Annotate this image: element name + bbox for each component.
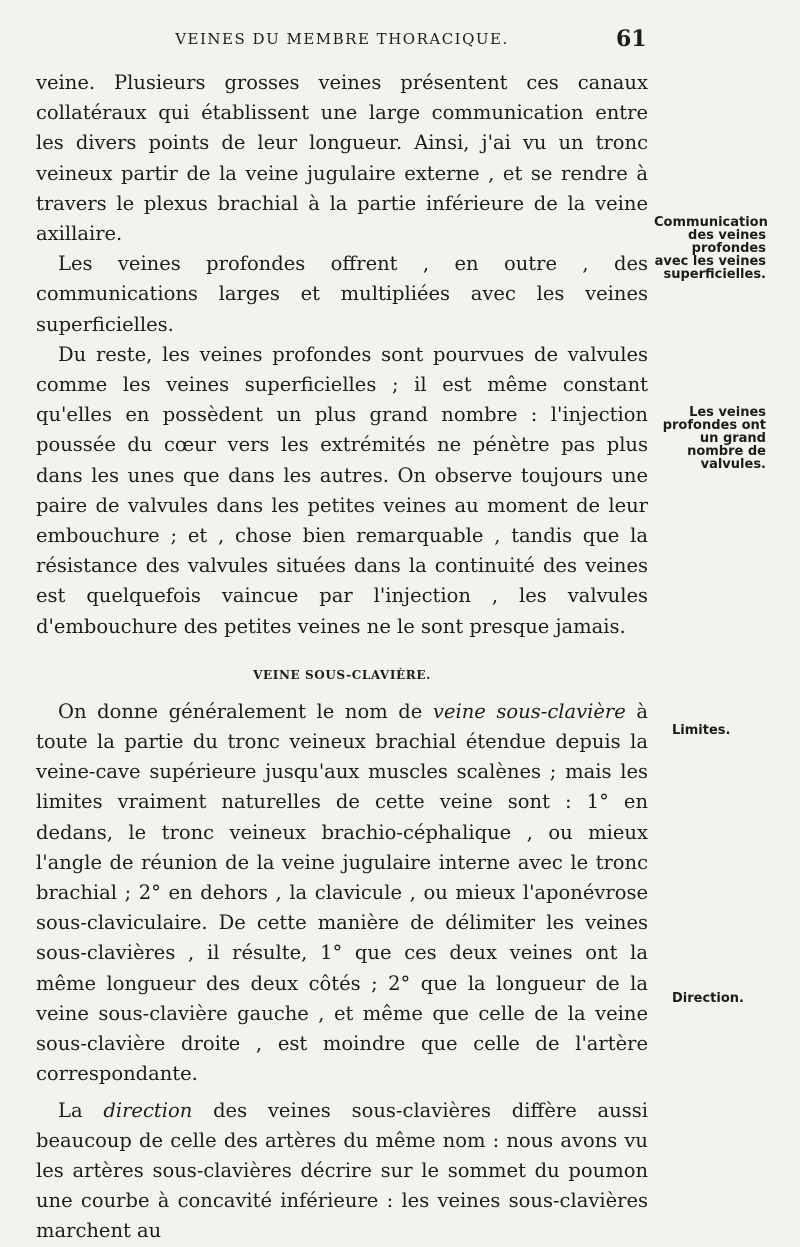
page-number: 61 — [616, 26, 647, 52]
paragraph-4-start: On donne généralement le nom de — [58, 699, 433, 723]
paragraph-3: Du reste, les veines profondes sont pourvues de valvules comme les veines superficielles ; il est même constant qu'elles en possèdent un plus grand nombre : l'injection poussée du cœur vers les extrémités ne pénètre pas plus dans les unes que dans les autres. On observe toujours une paire de valvules dans les petites veines au moment de leur embouchure ; et , chose bien remarquable , tandis que la résistance des valvules situées dans la continuité des veines est quelquefois vaincue par l'injection , les valvules d'embouchure des petites veines ne le sont presque jamais. — [36, 342, 648, 638]
term-veine-sous-claviere: veine sous-clavière — [432, 699, 626, 723]
paragraph-4-rest: à toute la partie du tronc veineux brachial étendue depuis la veine-cave supérieure jusqu'aux muscles scalènes ; mais les limites vraiment naturelles de cette veine sont : 1° en dedans, le tronc veineux brachio-céphalique , ou mieux l'angle de réunion de la veine jugulaire interne avec le tronc brachial ; 2° en dehors , la clavicule , ou mieux l'aponévrose sous-claviculaire. De cette manière de délimiter les veines sous-clavières , il résulte, 1° que ces deux veines ont la même longueur des deux côtés ; 2° que la longueur de la veine sous-clavière gauche , et même que celle de la veine sous-clavière droite , est moindre que celle de l'artère correspondante. — [36, 699, 648, 1086]
paragraph-5 — [36, 1096, 648, 1247]
margin-note-limites: Limites. — [672, 723, 731, 738]
paragraph-2: Les veines profondes offrent , en outre , des communications larges et multipliées avec les veines superficielles. — [36, 252, 648, 336]
paragraph-1: veine. Plusieurs grosses veines présentent ces canaux collatéraux qui établissent une large communication entre les divers points de leur longueur. Ainsi, j'ai vu un tronc veineux partir de la veine jugulaire externe , et se rendre à travers le plexus brachial à la partie inférieure de la veine axillaire. — [36, 71, 648, 246]
term-direction: direction — [103, 1098, 193, 1122]
paragraph-5-rest: des veines sous-clavières diffère aussi beaucoup de celle des artères du même nom : nous avons vu les artères sous-clavières décrire sur le sommet du poumon une courbe à concavité inférieure : les veines sous-clavières marchent au — [36, 1098, 648, 1243]
section-heading: VEINE SOUS-CLAVIÈRE. — [253, 667, 431, 682]
margin-note-valvules: Les veines profondes ont un grand nombre de valvules. — [662, 405, 766, 472]
running-title: VEINES DU MEMBRE THORACIQUE. — [175, 30, 509, 48]
margin-note-direction: Direction. — [672, 991, 744, 1006]
main-text-column — [36, 68, 648, 1247]
paragraph-5-start: La — [58, 1098, 104, 1122]
margin-note-communication: Communication des veines profondes avec les veines superficielles. — [654, 215, 768, 282]
paragraph-4 — [36, 697, 648, 1090]
